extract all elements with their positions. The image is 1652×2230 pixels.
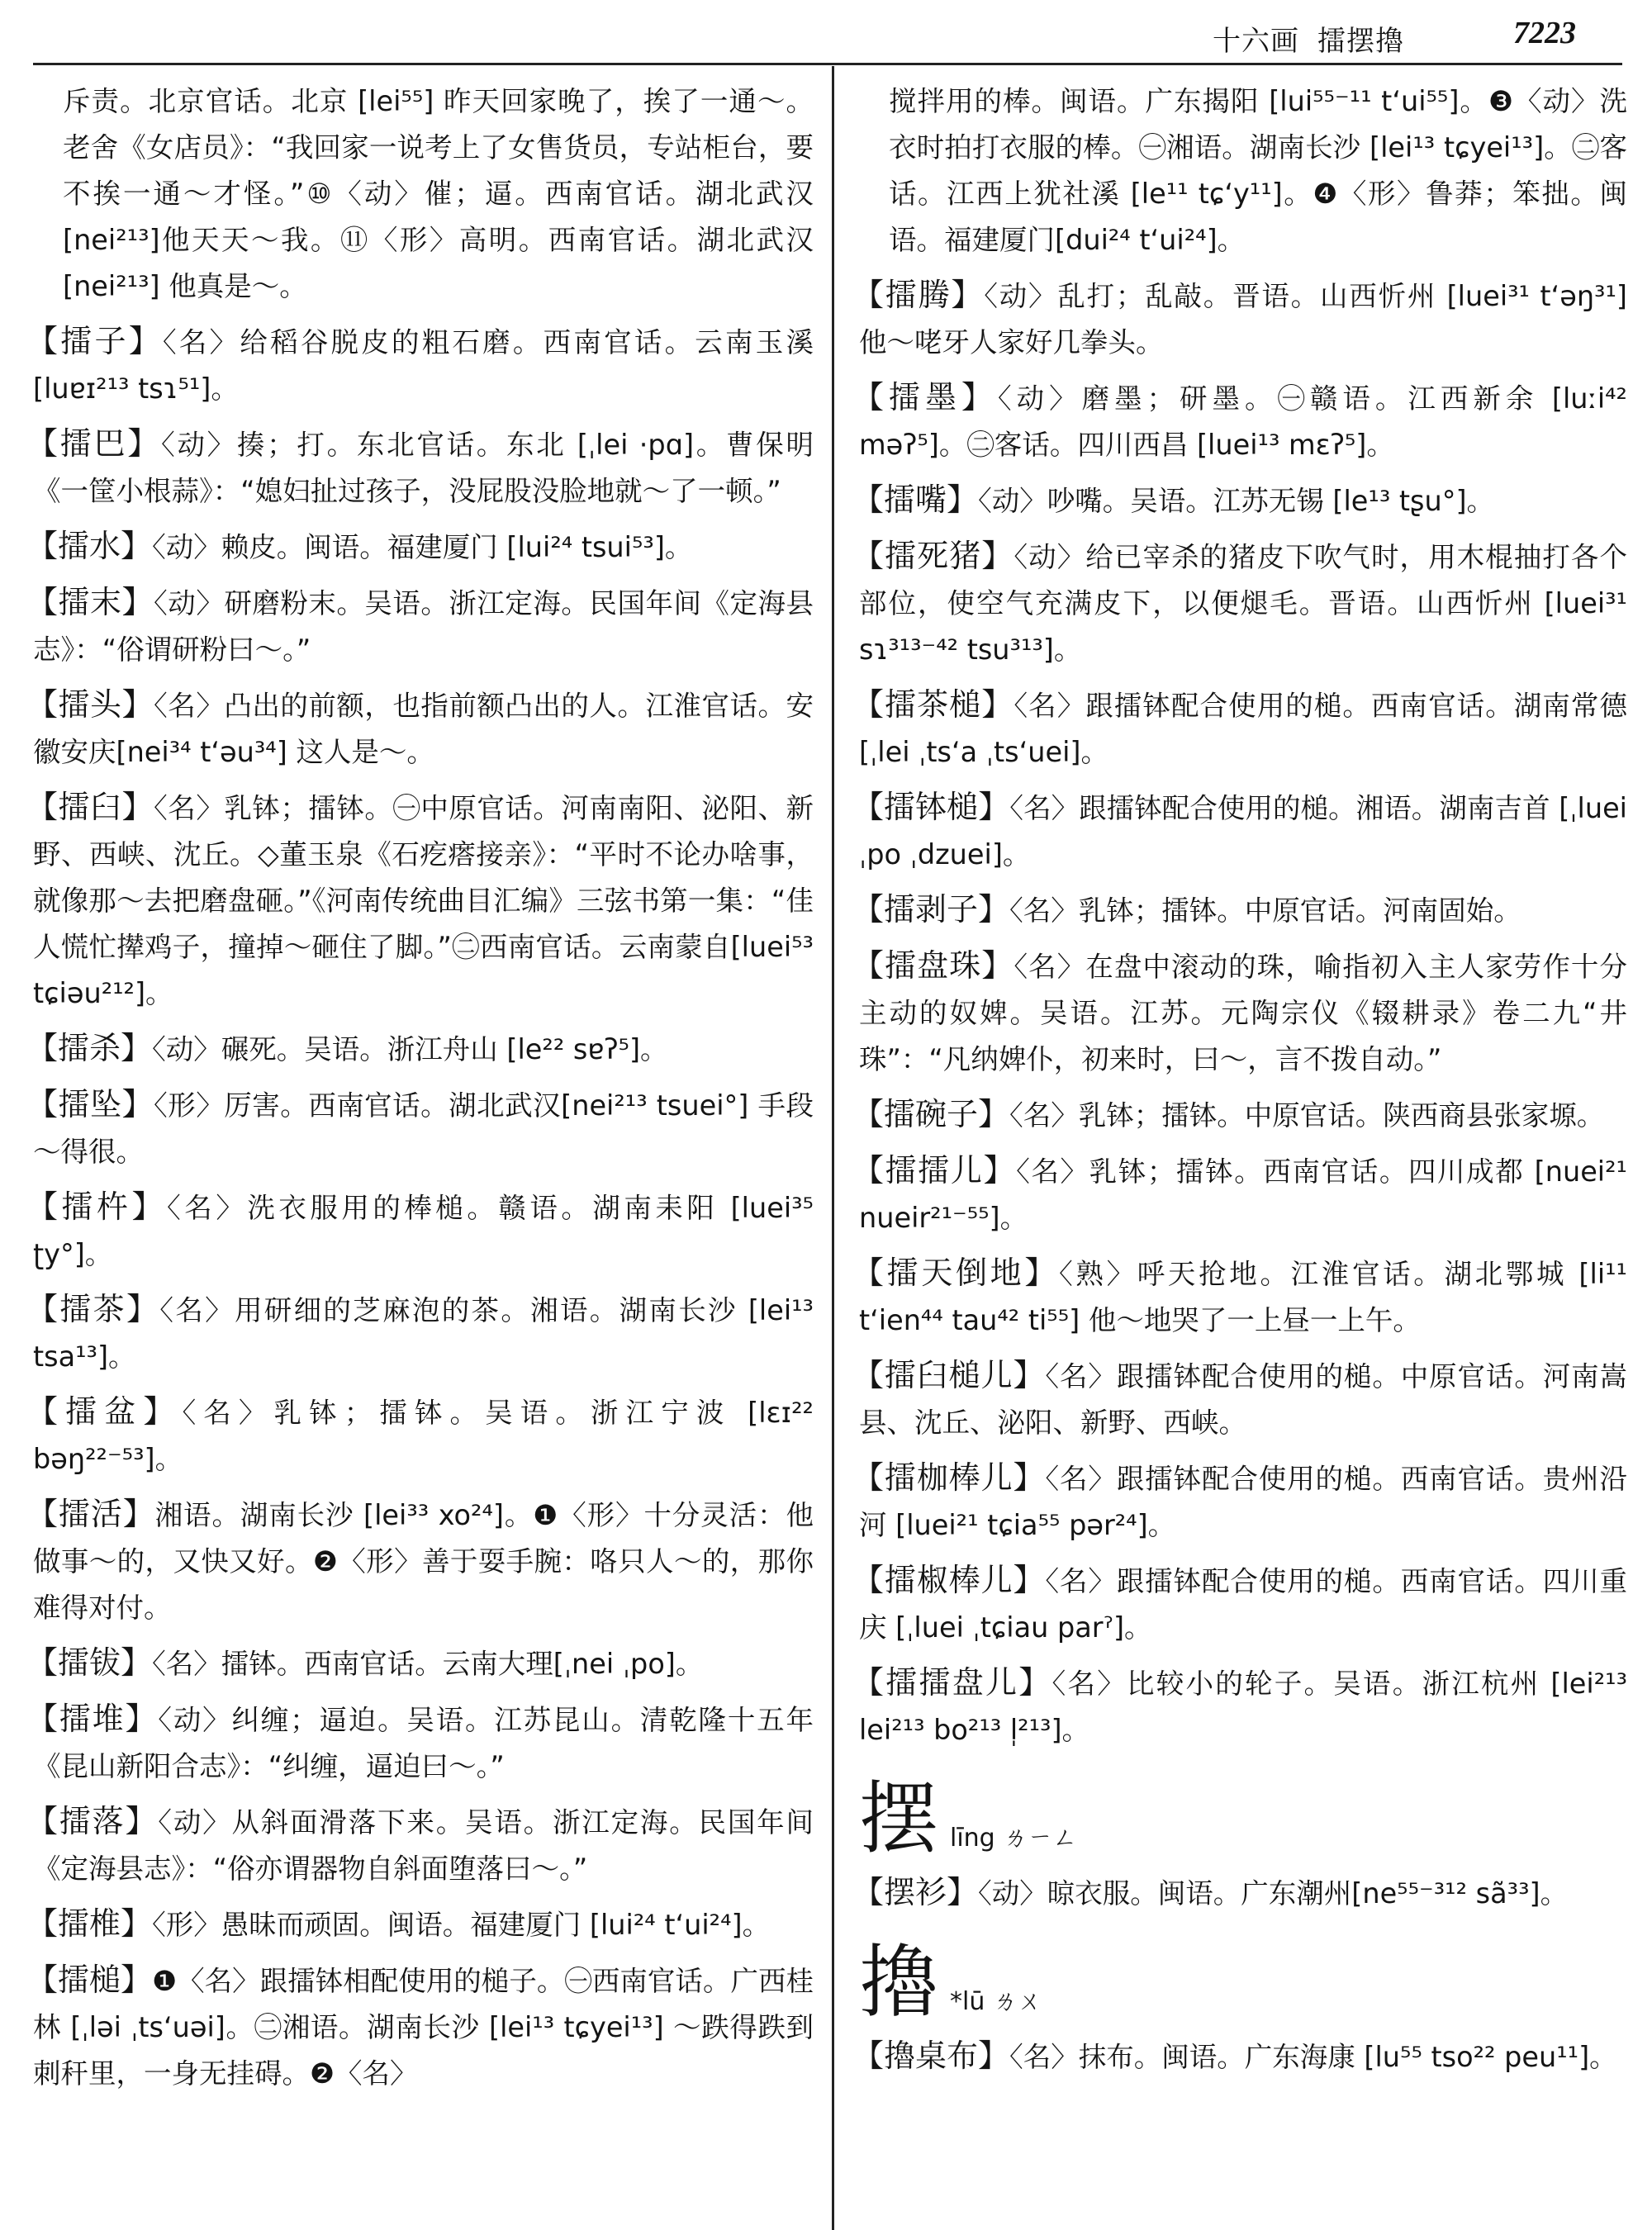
entry-text: 〈名〉乳钵；擂钵。西南官话。四川成都 [nuei²¹ nueir²¹⁻⁵⁵]。 [859, 1155, 1627, 1234]
entry-headword: 【擂杀】 [26, 1030, 153, 1066]
running-head-chars: 擂摆擼 [1317, 25, 1404, 58]
entry-headword: 【擂落】 [26, 1803, 159, 1839]
entry-headword: 【擂天倒地】 [852, 1255, 1060, 1291]
entry-headword: 【擂头】 [26, 686, 154, 723]
entry-headword: 【擂钹】 [26, 1644, 153, 1681]
dictionary-entry [26, 1388, 814, 1483]
entry-text: 〈名〉凸出的前额，也指前额凸出的人。江淮官话。安徽安庆[nei³⁴ tʻəu³⁴] 这人是～。 [33, 690, 814, 768]
entry-text: 〈名〉乳钵；擂钵。吴语。浙江宁波 [lɛɪ²² bəŋ²²⁻⁵³]。 [33, 1397, 814, 1475]
right-column [852, 78, 1627, 2089]
entry-text: 〈名〉乳钵；擂钵。㊀中原官话。河南南阳、泌阳、新野、西峡、沈丘。◇董玉泉《石疙瘩接亲》：“平时不论办啥事，就像那～去把磨盘砸。”《河南传统曲目汇编》三弦书第一集：“佳人慌忙撵鸡子，撞掉～砸住了脚。”㊁西南官话。云南蒙自[luei⁵³ tɕiəu²¹²]。 [33, 792, 814, 1009]
entry-text: 〈熟〉呼天抢地。江淮官话。湖北鄂城 [li¹¹ tʻien⁴⁴ tau⁴² ti⁵⁵] 他～地哭了一上昼一上午。 [859, 1258, 1627, 1336]
entry-text: 〈动〉纠缠；逼迫。吴语。江苏昆山。清乾隆十五年《昆山新阳合志》：“纠缠，逼迫曰～。” [33, 1704, 814, 1782]
entry-headword: 【擂茶】 [26, 1291, 160, 1327]
entry-text: 〈形〉厉害。西南官话。湖北武汉[nei²¹³ tsuei°] 手段～得很。 [33, 1089, 814, 1168]
dictionary-entry [26, 1900, 814, 1948]
dictionary-entry [852, 1250, 1627, 1344]
dictionary-entry [852, 1147, 1627, 1241]
dictionary-entry [26, 1184, 814, 1278]
head-character-pronunciation: *lū ㄌㄨ [950, 1987, 1042, 2016]
entry-continuation [33, 78, 814, 310]
entry-text: 〈名〉乳钵；擂钵。中原官话。河南固始。 [1009, 894, 1521, 927]
entry-text: 〈名〉跟擂钵配合使用的槌。西南官话。湖南常德 [ˌlei ˌtsʻa ˌtsʻuei]。 [859, 690, 1627, 768]
dictionary-entry [852, 1557, 1627, 1651]
dictionary-entry [26, 318, 814, 412]
entry-text: 〈动〉给已宰杀的猪皮下吹气时，用木棍抽打各个部位，使空气充满皮下，以便煺毛。晋语。山西忻州 [luei³¹ sɿ³¹³⁻⁴² tsu³¹³]。 [859, 541, 1627, 666]
dictionary-entry [852, 886, 1627, 934]
dictionary-entry [26, 1696, 814, 1790]
entry-headword: 【擂死猪】 [852, 538, 1014, 574]
left-column [26, 78, 814, 2105]
entry-headword: 【擂盆】 [26, 1393, 183, 1430]
dictionary-entry [26, 579, 814, 673]
entry-headword: 【擂茶槌】 [852, 686, 1014, 723]
dictionary-entry [852, 374, 1627, 468]
entry-text: 〈动〉晾衣服。闽语。广东潮州[ne⁵⁵⁻³¹² sã³³]。 [978, 1877, 1569, 1910]
head-character-glyph: 擼 [859, 1936, 938, 2028]
entry-text: 〈名〉比较小的轮子。吴语。浙江杭州 [lei²¹³ lei²¹³ bo²¹³ l̩²¹³]。 [859, 1668, 1627, 1746]
entry-text: 〈名〉给稻谷脱皮的粗石磨。西南官话。云南玉溪 [luɐɪ²¹³ tsɿ⁵¹]。 [33, 326, 814, 405]
entry-headword: 【擂臼槌儿】 [852, 1357, 1046, 1393]
entry-text: 〈动〉乱打；乱敲。晋语。山西忻州 [luei³¹ tʻəŋ³¹] 他～咾牙人家好几拳头。 [859, 280, 1627, 358]
entry-text: 〈名〉洗衣服用的棒槌。赣语。湖南耒阳 [luei³⁵ ʈy°]。 [33, 1192, 814, 1270]
entry-text: 〈动〉碾死。吴语。浙江舟山 [le²² sɐʔ⁵]。 [152, 1033, 668, 1065]
entry-headword: 【擂擂儿】 [852, 1152, 1017, 1189]
dictionary-entry [26, 1957, 814, 2097]
dictionary-entry [852, 681, 1627, 776]
dictionary-entry [852, 477, 1627, 524]
entry-text: 〈名〉擂钵。西南官话。云南大理[ˌnei ˌpo]。 [152, 1648, 704, 1680]
entry-headword: 【擂钵槌】 [852, 789, 1010, 825]
dictionary-entry [852, 1659, 1627, 1753]
entry-headword: 【擂碗子】 [852, 1096, 1010, 1132]
entry-headword: 【擂末】 [26, 584, 154, 620]
entry-text: 〈名〉跟擂钵配合使用的槌。湘语。湖南吉首 [ˌluei ˌpo ˌdzuei]。 [859, 792, 1627, 871]
entry-headword: 【擂盘珠】 [852, 947, 1014, 984]
entry-text: 〈形〉愚昧而顽固。闽语。福建厦门 [lui²⁴ tʻui²⁴]。 [152, 1909, 771, 1941]
entry-text: 〈名〉跟擂钵配合使用的槌。西南官话。贵州沿河 [luei²¹ tɕia⁵⁵ pər²⁴]。 [859, 1463, 1627, 1541]
entry-text: 〈名〉用研细的芝麻泡的茶。湘语。湖南长沙 [lei¹³ tsa¹³]。 [33, 1294, 814, 1373]
entry-headword: 【擂活】 [26, 1496, 155, 1532]
entry-text: 〈名〉抹布。闽语。广东海康 [lu⁵⁵ tso²² peu¹¹]。 [1009, 2041, 1617, 2073]
dictionary-entry [26, 1798, 814, 1892]
header-rule [33, 63, 1622, 65]
dictionary-entry [26, 1491, 814, 1631]
entry-headword: 【擂枷棒儿】 [852, 1459, 1046, 1496]
dictionary-entry [26, 420, 814, 515]
dictionary-entry [26, 1286, 814, 1380]
head-character [859, 1937, 1627, 2028]
entry-headword: 【擂水】 [26, 528, 153, 564]
dictionary-entry [26, 523, 814, 571]
entry-headword: 【擂擂盘儿】 [852, 1664, 1052, 1701]
dictionary-entry [26, 784, 814, 1017]
entry-text: 〈动〉揍；打。东北官话。东北 [ˌlei ·pɑ]。曹保明《一筐小根蒜》：“媳妇扯过孩子，没屁股没脸地就～了一顿。” [33, 429, 814, 507]
entry-headword: 【擂槌】 [26, 1962, 153, 1998]
entry-text: 斥责。北京官话。北京 [lei⁵⁵] 昨天回家晚了，挨了一通～。老舍《女店员》：“我回家一说考上了女售货员，专站柜台，要不挨一通～才怪。”⑩〈动〉催；逼。西南官话。湖北武汉[nei²¹³]他天天～我。⑪〈形〉高明。西南官话。湖北武汉 [nei²¹³] 他真是～。 [63, 85, 814, 302]
column-divider [832, 66, 834, 2230]
entry-text: 〈名〉跟擂钵配合使用的槌。西南官话。四川重庆 [ˌluei ˌtɕiau parˀ]。 [859, 1565, 1627, 1644]
head-character-glyph: 摆 [859, 1772, 938, 1865]
section-label: 十六画 [1213, 25, 1299, 58]
entry-headword: 【擂墨】 [852, 379, 998, 415]
dictionary-entry [26, 1639, 814, 1687]
entry-text: 〈名〉在盘中滚动的珠，喻指初入主人家劳作十分主动的奴婢。吴语。江苏。元陶宗仪《辍耕录》卷二九“井珠”：“凡纳婢仆，初来时，曰～，言不拨自动。” [859, 951, 1627, 1075]
entry-text: 〈动〉吵嘴。吴语。江苏无锡 [le¹³ tʂu°]。 [978, 485, 1495, 517]
entry-headword: 【擂椎】 [26, 1905, 153, 1942]
page-number: 7223 [1513, 16, 1576, 50]
entry-text: 〈名〉乳钵；擂钵。中原官话。陕西商县张家塬。 [1009, 1099, 1605, 1132]
entry-headword: 【摆衫】 [852, 1874, 979, 1910]
dictionary-entry [852, 1454, 1627, 1549]
head-character [859, 1773, 1627, 1864]
dictionary-entry [852, 942, 1627, 1083]
entry-headword: 【擂坠】 [26, 1086, 154, 1122]
entry-continuation [859, 78, 1627, 263]
dictionary-entry [852, 784, 1627, 878]
entry-text: 湘语。湖南长沙 [lei³³ xo²⁴]。❶〈形〉十分灵活：他做事～的，又快又好。❷〈形〉善于耍手腕：咯只人～的，那你难得对付。 [33, 1499, 814, 1624]
dictionary-entry [852, 533, 1627, 673]
entry-headword: 【擂巴】 [26, 425, 161, 462]
dictionary-entry [852, 1352, 1627, 1446]
dictionary-entry [852, 2033, 1627, 2081]
dictionary-entry [26, 681, 814, 776]
entry-headword: 【擂嘴】 [852, 482, 979, 518]
entry-text: 〈名〉跟擂钵配合使用的槌。中原官话。河南嵩县、沈丘、泌阳、新野、西峡。 [859, 1360, 1627, 1439]
entry-text: 〈动〉研磨粉末。吴语。浙江定海。民国年间《定海县志》：“俗谓研粉曰～。” [33, 587, 814, 666]
dictionary-entry [26, 1081, 814, 1175]
entry-text: 〈动〉赖皮。闽语。福建厦门 [lui²⁴ tsui⁵³]。 [152, 531, 693, 563]
entry-headword: 【擂剥子】 [852, 891, 1010, 928]
dictionary-entry [852, 272, 1627, 366]
entry-headword: 【擼桌布】 [852, 2038, 1010, 2074]
entry-headword: 【擂子】 [26, 323, 163, 359]
entry-headword: 【擂堆】 [26, 1701, 159, 1737]
entry-headword: 【擂腾】 [852, 277, 985, 313]
entry-text: ❶〈名〉跟擂钵相配使用的槌子。㊀西南官话。广西桂林 [ˌləi ˌtsʻuəi]。㊁湘语。湖南长沙 [lei¹³ tɕyei¹³] ～跌得跌到刺秆里，一身无挂碍。❷〈名〉 [33, 1965, 814, 2090]
entry-headword: 【擂杵】 [26, 1189, 168, 1225]
head-character-pronunciation: līng ㄌㄧㄥ [950, 1824, 1078, 1853]
dictionary-entry [852, 1869, 1627, 1917]
entry-text: 〈动〉磨墨；研墨。㊀赣语。江西新余 [luːi⁴² məʔ⁵]。㊁客话。四川西昌 [luei¹³ mɛʔ⁵]。 [859, 382, 1627, 461]
entry-text: 搅拌用的棒。闽语。广东揭阳 [lui⁵⁵⁻¹¹ tʻui⁵⁵]。❸〈动〉洗衣时拍打衣服的棒。㊀湘语。湖南长沙 [lei¹³ tɕyei¹³]。㊁客话。江西上犹社溪 [le¹¹ tɕʻy¹¹]。❹〈形〉鲁莽；笨拙。闽语。福建厦门[dui²⁴ tʻui²⁴]。 [889, 85, 1627, 256]
entry-text: 〈动〉从斜面滑落下来。吴语。浙江定海。民国年间《定海县志》：“俗亦谓器物自斜面堕落曰～。” [33, 1806, 814, 1885]
running-head [1213, 18, 1404, 59]
entry-headword: 【擂臼】 [26, 789, 154, 825]
entry-headword: 【擂椒棒儿】 [852, 1562, 1046, 1598]
dictionary-entry [852, 1091, 1627, 1139]
dictionary-entry [26, 1025, 814, 1073]
page-header [0, 0, 1652, 66]
